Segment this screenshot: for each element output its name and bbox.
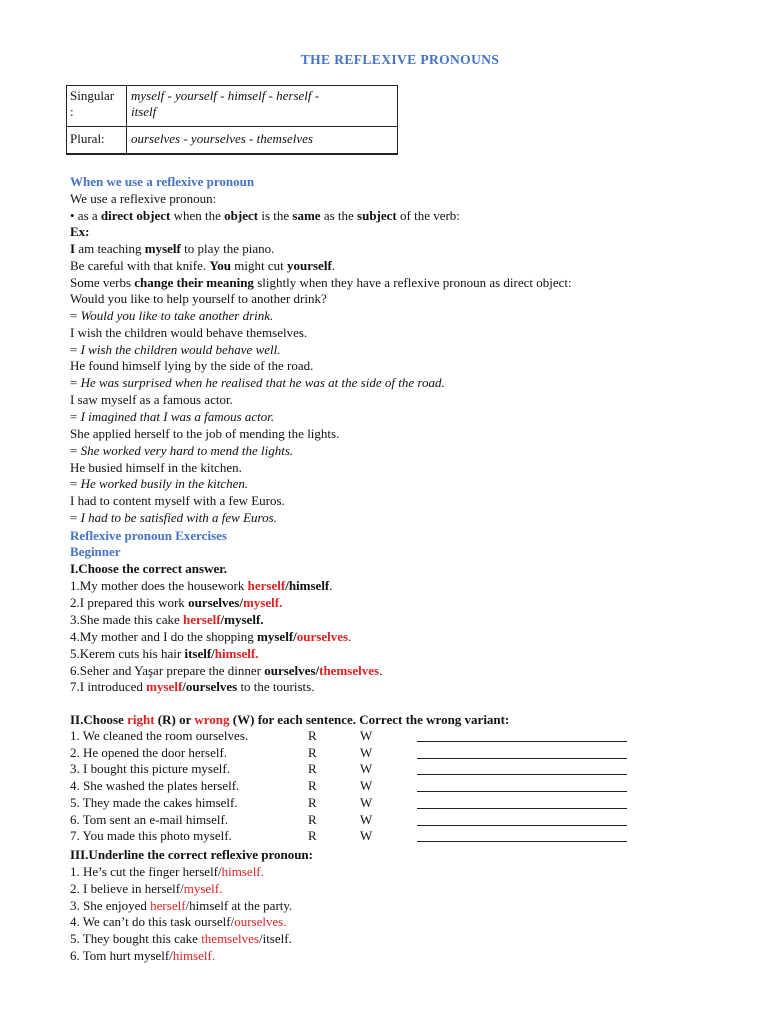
statement-text: 5. They made the cakes himself. — [70, 794, 238, 810]
singular-value: myself - yourself - himself - herself - itself — [127, 86, 398, 127]
example-sentence: Would you like to help yourself to another drink? — [70, 291, 327, 306]
statement-text: 7. You made this photo myself. — [70, 828, 232, 844]
exercises-heading: Reflexive pronoun Exercises — [70, 528, 227, 543]
example-sentence: I wish the children would behave themselves. — [70, 324, 308, 340]
part3-item — [70, 947, 215, 964]
item-text: 4.My mother and I do the shopping — [70, 628, 258, 644]
statement-text: 1. We cleaned the room ourselves. — [70, 728, 249, 743]
item-text: at the party. — [228, 897, 293, 913]
example-sentence: I had to content myself with a few Euros. — [70, 493, 285, 509]
item-text: . — [348, 628, 352, 644]
meaning-text: She worked very hard to mend the lights. — [77, 442, 294, 458]
equals-sign: = — [70, 375, 78, 391]
choice-option: myself — [133, 948, 170, 963]
plural-label: Plural: — [67, 127, 127, 155]
item-text: 2. I believe in — [70, 880, 145, 896]
choice-separator: / — [185, 897, 190, 913]
answer-blank[interactable] — [417, 808, 627, 809]
answer-blank[interactable] — [417, 841, 627, 842]
equals-sign: = — [70, 341, 78, 357]
example-line-2: Be careful with that knife. You might cut yourself. — [70, 258, 336, 273]
item-text: 3.She made this cake — [70, 611, 183, 627]
part3-item — [70, 880, 222, 897]
wrong-option[interactable]: W — [360, 744, 373, 760]
part1-item — [70, 645, 259, 662]
part1-title: I.Choose the correct answer. — [70, 561, 228, 576]
item-text: 4. We can’t do this task — [70, 914, 195, 930]
example-label: Ex: — [70, 224, 90, 239]
right-option[interactable]: R — [308, 794, 317, 810]
item-text: 1. He’s cut the finger — [70, 864, 183, 879]
meaning-text: I imagined that I was a famous actor. — [77, 408, 275, 424]
choice-option: ourselves — [264, 662, 316, 678]
choice-separator: / — [218, 864, 222, 879]
item-text: 5. They bought this cake — [70, 931, 202, 947]
part3-title: III.Underline the correct reflexive pronoun: — [70, 847, 313, 862]
example-meaning — [70, 374, 445, 391]
choice-option: myself — [257, 628, 294, 644]
wrong-option[interactable]: W — [360, 828, 373, 844]
example-sentence: He found himself lying by the side of the road. — [70, 358, 314, 374]
level-heading: Beginner — [70, 544, 121, 559]
statement-text: 6. Tom sent an e-mail himself. — [70, 811, 229, 827]
right-option[interactable]: R — [308, 828, 317, 844]
right-option[interactable]: R — [308, 778, 317, 794]
example-sentence: She applied herself to the job of mending the lights. — [70, 425, 340, 441]
answer-blank[interactable] — [417, 825, 627, 826]
example-meaning — [70, 475, 248, 492]
choice-option: themselves — [319, 662, 380, 678]
part3-item — [70, 930, 292, 947]
wrong-option[interactable]: W — [360, 778, 373, 794]
wrong-option[interactable]: W — [360, 794, 373, 810]
singular-label: Singular : — [67, 86, 127, 127]
right-option[interactable]: R — [308, 811, 317, 827]
item-text: 5.Kerem cuts his hair — [70, 645, 185, 661]
choice-option: ourselves — [185, 679, 238, 695]
meaning-text: He was surprised when he realised that he was at the side of the road. — [77, 375, 445, 391]
choice-separator: / — [239, 594, 243, 610]
example-sentence: He busied himself in the kitchen. — [70, 459, 242, 475]
part1-item — [70, 577, 333, 594]
part3-item — [70, 897, 292, 914]
choice-option: himself. — [221, 864, 264, 879]
part1-item — [70, 662, 382, 679]
choice-option: ourselves — [296, 628, 349, 644]
example-sentence: I saw myself as a famous actor. — [70, 392, 233, 408]
equals-sign: = — [70, 510, 78, 526]
choice-separator: / — [220, 611, 225, 627]
meaning-text: I wish the children would behave well. — [77, 341, 281, 357]
page-title: THE REFLEXIVE PRONOUNS — [300, 52, 500, 67]
choice-option: himself — [288, 578, 330, 593]
wrong-option[interactable]: W — [360, 728, 373, 743]
choice-option: himself. — [172, 948, 216, 963]
choice-separator: / — [180, 880, 184, 896]
choice-option: herself — [182, 864, 219, 879]
meaning-text: Would you like to take another drink. — [77, 307, 274, 323]
intro-line: We use a reflexive pronoun: — [70, 191, 217, 206]
part1-item — [70, 628, 351, 645]
statement-text: 2. He opened the door herself. — [70, 744, 228, 760]
verbs-line: Some verbs change their meaning slightly when they have a reflexive pronoun as direct object: — [70, 275, 572, 290]
choice-separator: / — [285, 578, 289, 593]
choice-separator: / — [211, 645, 215, 661]
choice-option: myself. — [242, 594, 283, 610]
choice-option: herself — [144, 880, 181, 896]
example-line-1: I am teaching myself to play the piano. — [70, 241, 275, 256]
choice-option: ourselves. — [234, 914, 287, 930]
part1-item — [70, 594, 282, 611]
choice-option: ourselves — [188, 594, 240, 610]
choice-option: herself — [247, 578, 286, 593]
item-text: 7.I introduced — [70, 679, 147, 695]
item-text: . — [379, 662, 383, 678]
wrong-option[interactable]: W — [360, 811, 373, 827]
item-text: . — [329, 578, 333, 593]
choice-option: itself. — [262, 931, 292, 947]
equals-sign: = — [70, 408, 78, 424]
rule-line: • as a direct object when the object is the same as the subject of the verb: — [70, 208, 460, 223]
example-meaning — [70, 341, 281, 358]
meaning-text: I had to be satisfied with a few Euros. — [77, 510, 277, 526]
item-text: 6. Tom hurt — [70, 948, 134, 963]
singular-row — [67, 86, 398, 127]
statement-text: 4. She washed the plates herself. — [70, 778, 240, 794]
answer-blank[interactable] — [417, 774, 627, 775]
choice-option: myself. — [224, 611, 264, 627]
choice-separator: / — [182, 679, 186, 695]
choice-separator: / — [293, 628, 297, 644]
part2-title: II.Choose right (R) or wrong (W) for each sentence. Correct the wrong variant: — [70, 712, 510, 727]
equals-sign: = — [70, 307, 78, 323]
answer-blank[interactable] — [417, 758, 627, 759]
choice-option: himself. — [214, 645, 259, 661]
part3-item — [70, 913, 287, 930]
item-text: 1.My mother does the housework — [70, 578, 248, 593]
choice-option: herself — [150, 897, 186, 913]
choice-separator: / — [230, 914, 235, 930]
right-option[interactable]: R — [308, 744, 317, 760]
choice-option: ourself — [194, 914, 231, 930]
wrong-option[interactable]: W — [360, 761, 373, 777]
equals-sign: = — [70, 442, 78, 458]
section-heading: When we use a reflexive pronoun — [70, 174, 255, 189]
choice-option: themselves — [201, 931, 259, 947]
choice-separator: / — [258, 931, 263, 947]
choice-option: herself — [183, 611, 221, 627]
right-option[interactable]: R — [308, 728, 317, 743]
answer-blank[interactable] — [417, 791, 627, 792]
choice-option: myself. — [183, 880, 223, 896]
part3-item — [70, 863, 264, 880]
choice-separator: / — [169, 948, 173, 963]
choice-separator: / — [315, 662, 320, 678]
choice-option: itself — [184, 645, 212, 661]
answer-blank[interactable] — [417, 741, 627, 742]
example-meaning — [70, 307, 273, 324]
part1-item — [70, 611, 264, 628]
plural-value: ourselves - yourselves - themselves — [127, 127, 398, 155]
statement-text: 3. I bought this picture myself. — [70, 761, 230, 777]
plural-row — [67, 127, 398, 155]
choice-option: himself — [189, 897, 229, 913]
item-text: to the tourists. — [237, 679, 315, 695]
example-meaning — [70, 408, 274, 425]
right-option[interactable]: R — [308, 761, 317, 777]
equals-sign: = — [70, 476, 78, 492]
choice-option: myself — [146, 679, 183, 695]
item-text: 6.Seher and Yaşar prepare the dinner — [70, 662, 265, 678]
item-text: 3. She enjoyed — [70, 897, 151, 913]
meaning-text: He worked busily in the kitchen. — [77, 476, 249, 492]
part1-item — [70, 678, 314, 695]
pronoun-table — [66, 85, 398, 155]
example-meaning — [70, 442, 293, 459]
example-meaning — [70, 509, 277, 526]
item-text: 2.I prepared this work — [70, 594, 189, 610]
